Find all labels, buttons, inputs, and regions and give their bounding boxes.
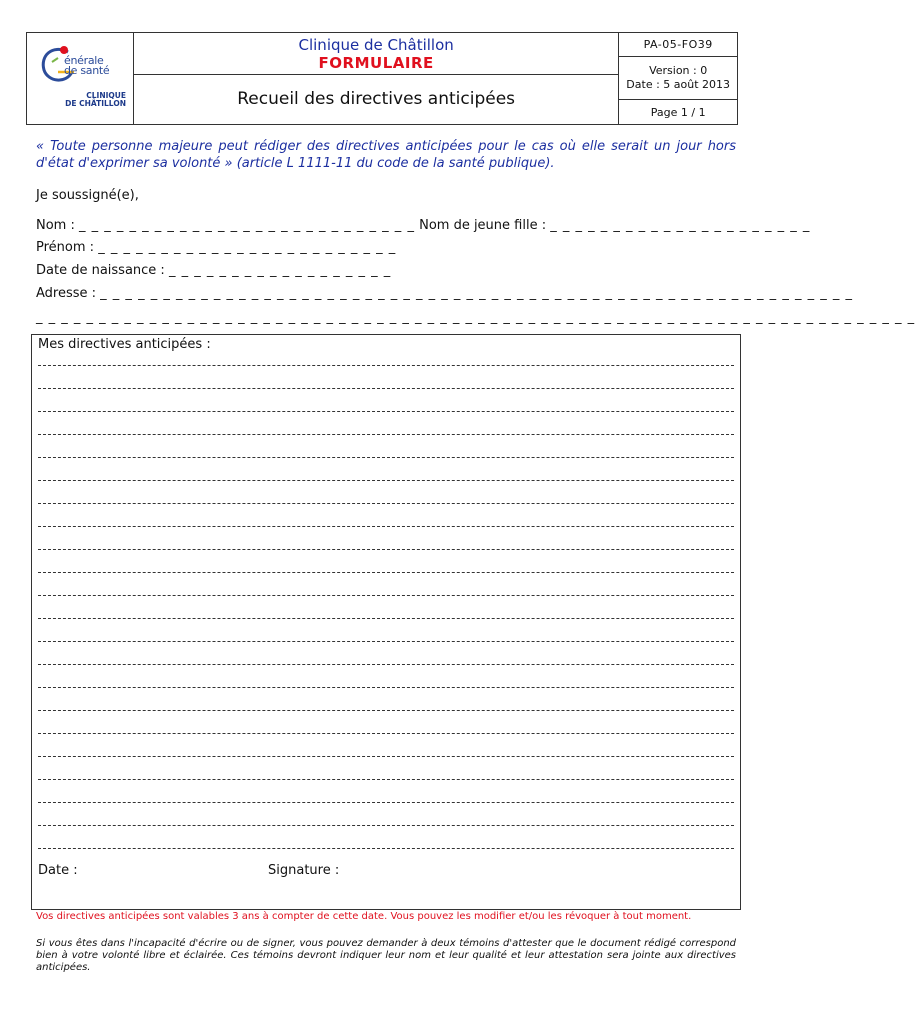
directive-line[interactable] — [38, 641, 734, 642]
undersigned-label: Je soussigné(e), — [36, 188, 139, 203]
logo-text-line2: de santé — [63, 63, 110, 77]
directive-line[interactable] — [38, 733, 734, 734]
logo-cell — [27, 33, 134, 125]
document-title: Recueil des directives anticipées — [237, 89, 516, 109]
directive-line[interactable] — [38, 687, 734, 688]
directive-line[interactable] — [38, 365, 734, 366]
date-naissance-field[interactable]: _ _ _ _ _ _ _ _ _ _ _ _ _ _ _ _ _ _ — [168, 263, 392, 278]
directive-line[interactable] — [38, 825, 734, 826]
directive-line[interactable] — [38, 595, 734, 596]
directive-line[interactable] — [38, 457, 734, 458]
version-text: Version : 0 — [649, 64, 708, 77]
version-block — [619, 57, 737, 100]
directive-line[interactable] — [38, 526, 734, 527]
directives-label: Mes directives anticipées : — [38, 337, 211, 352]
logo-sub-line1: CLINIQUE — [86, 90, 126, 100]
title-top — [134, 34, 618, 75]
logo-subtitle — [40, 92, 126, 108]
nom-field[interactable]: _ _ _ _ _ _ _ _ _ _ _ _ _ _ _ _ _ _ _ _ _ _ _ _ _ _ _ — [79, 218, 415, 233]
prenom-label: Prénom : — [36, 240, 95, 255]
clinic-logo — [30, 36, 130, 122]
directive-line[interactable] — [38, 549, 734, 550]
directive-line[interactable] — [38, 434, 734, 435]
nom-row — [36, 218, 811, 233]
directive-line[interactable] — [38, 848, 734, 849]
page-number: Page 1 / 1 — [650, 105, 706, 119]
header-table — [26, 32, 738, 125]
directive-line[interactable] — [38, 388, 734, 389]
prenom-row — [36, 240, 396, 255]
directive-line[interactable] — [38, 503, 734, 504]
directive-line[interactable] — [38, 618, 734, 619]
adresse-field[interactable]: _ _ _ _ _ _ _ _ _ _ _ _ _ _ _ _ _ _ _ _ _ _ _ _ _ _ _ _ _ _ _ _ _ _ _ _ _ _ _ _ _ _ _ _ _ _ _ _ _ _ _ _ _ _ _ _ _ _ _ _ — [100, 286, 853, 301]
directive-line[interactable] — [38, 779, 734, 780]
intro-quote: « Toute personne majeure peut rédiger des directives anticipées pour le cas où elle serait un jour hors d'état d'exprimer sa volonté » (article L 1111-11 du code de la santé publique). — [36, 139, 736, 171]
directive-line[interactable] — [38, 480, 734, 481]
doc-code: PA-05-FO39 — [619, 33, 737, 57]
directive-line[interactable] — [38, 664, 734, 665]
nom-jeune-fille-label: Nom de jeune fille : — [419, 218, 547, 233]
adresse-line2[interactable]: _ _ _ _ _ _ _ _ _ _ _ _ _ _ _ _ _ _ _ _ _ _ _ _ _ _ _ _ _ _ _ _ _ _ _ _ _ _ _ _ _ _ _ _ _ _ _ _ _ _ _ _ _ _ _ _ _ _ _ _ _ _ _ _ _ _ _ _ _ _ — [36, 310, 915, 325]
date-label: Date : — [38, 863, 78, 878]
form-label: FORMULAIRE — [318, 53, 434, 72]
directive-line[interactable] — [38, 411, 734, 412]
prenom-field[interactable]: _ _ _ _ _ _ _ _ _ _ _ _ _ _ _ _ _ _ _ _ _ _ _ _ — [98, 240, 397, 255]
footnote: Si vous êtes dans l'incapacité d'écrire ou de signer, vous pouvez demander à deux témoins d'attester que le document rédigé correspond bien à votre volonté libre et éclairée. Ces témoins devront indiquer leur nom et leur qualité et leur attestation sera jointe aux directives anticipées. — [36, 938, 736, 973]
adresse-row — [36, 286, 853, 301]
adresse-label: Adresse : — [36, 286, 97, 301]
logo-text-line1: énérale — [63, 53, 104, 67]
signature-label: Signature : — [268, 863, 340, 878]
date-text: Date : 5 août 2013 — [626, 78, 731, 91]
directive-line[interactable] — [38, 710, 734, 711]
title-cell — [133, 33, 618, 125]
directive-line[interactable] — [38, 802, 734, 803]
clinic-name: Clinique de Châtillon — [298, 35, 454, 54]
logo-sub-line2: DE CHÂTILLON — [65, 98, 126, 108]
directive-line[interactable] — [38, 572, 734, 573]
date-naissance-label: Date de naissance : — [36, 263, 165, 278]
meta-cell — [619, 33, 738, 125]
date-naissance-row — [36, 263, 391, 278]
nom-jeune-fille-field[interactable]: _ _ _ _ _ _ _ _ _ _ _ _ _ _ _ _ _ _ _ _ _ — [550, 218, 811, 233]
directives-box[interactable] — [31, 334, 741, 910]
validity-note: Vos directives anticipées sont valables 3 ans à compter de cette date. Vous pouvez les modifier et/ou les révoquer à tout moment. — [36, 911, 692, 922]
logo-wordmark — [63, 53, 110, 77]
directive-line[interactable] — [38, 756, 734, 757]
nom-label: Nom : — [36, 218, 75, 233]
